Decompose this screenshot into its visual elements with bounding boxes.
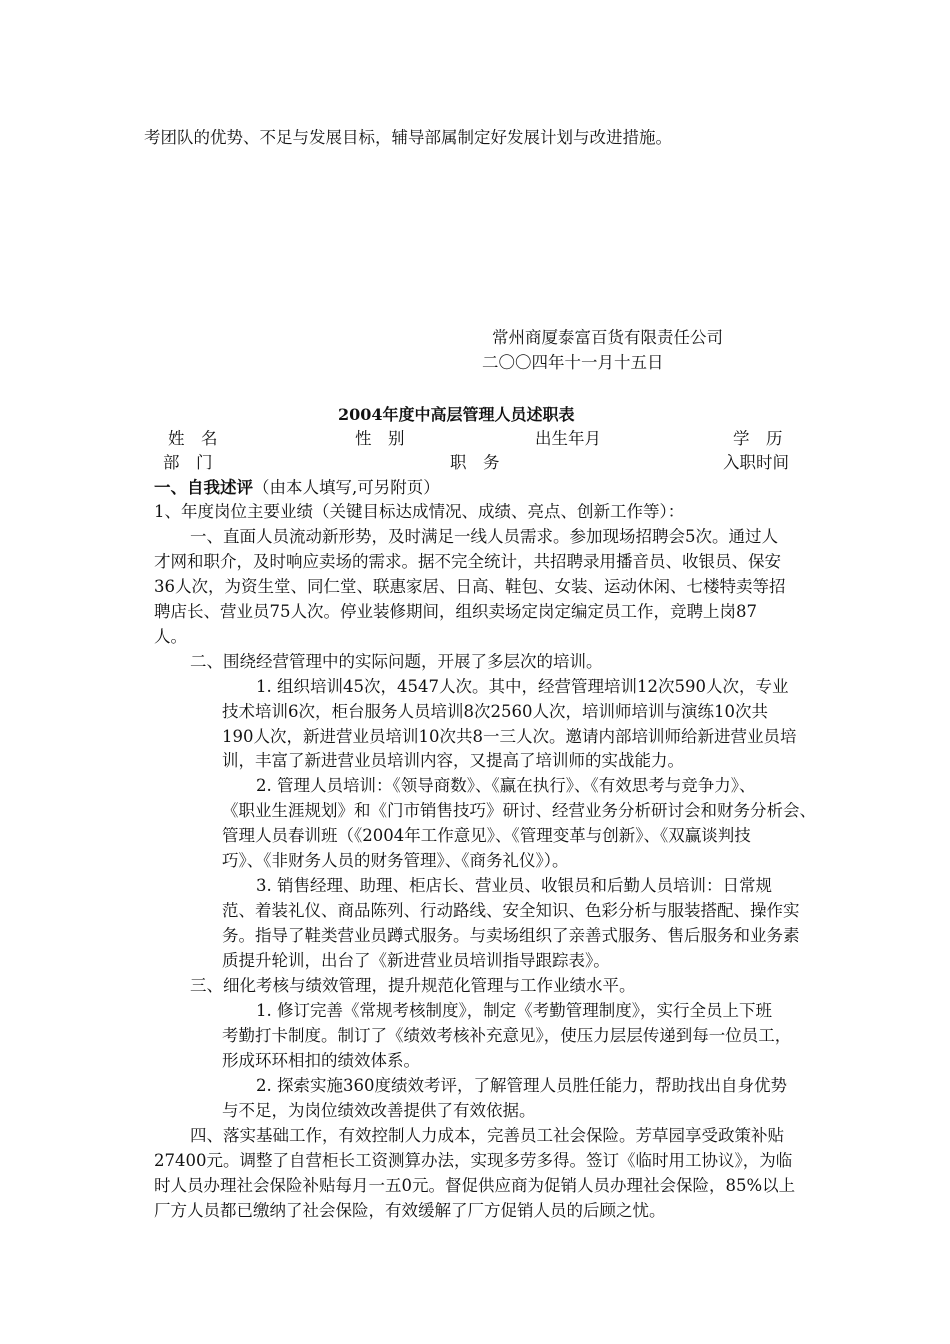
body-line: 190人次，新进营业员培训10次共8一三人次。邀请内部培训师给新进营业员培 — [222, 727, 797, 746]
document-date: 二〇〇四年十一月十五日 — [482, 353, 664, 372]
body-line: 三、细化考核与绩效管理，提升规范化管理与工作业绩水平。 — [190, 976, 636, 995]
company-name: 常州商厦泰富百货有限责任公司 — [492, 328, 723, 347]
body-line: 《职业生涯规划》和《门市销售技巧》研讨、经营业务分析研讨会和财务分析会、 — [222, 801, 816, 820]
body-line: 2. 管理人员培训：《领导商数》、《赢在执行》、《有效思考与竞争力》、 — [256, 776, 756, 795]
body-line: 3. 销售经理、助理、柜店长、营业员、收银员和后勤人员培训：日常规 — [256, 876, 772, 895]
body-line: 四、落实基础工作，有效控制人力成本，完善员工社会保险。芳草园享受政策补贴 — [190, 1126, 784, 1145]
field-label-gender: 性 别 — [355, 429, 405, 448]
form-title: 2004年度中高层管理人员述职表 — [338, 405, 575, 424]
body-line: 二、围绕经营管理中的实际问题，开展了多层次的培训。 — [190, 652, 603, 671]
body-line: 2. 探索实施360度绩效考评，了解管理人员胜任能力，帮助找出自身优势 — [256, 1076, 787, 1095]
field-label-name: 姓 名 — [168, 429, 218, 448]
body-line: 技术培训6次，柜台服务人员培训8次2560人次，培训师培训与演练10次共 — [222, 702, 768, 721]
field-label-birthdate: 出生年月 — [535, 429, 601, 448]
body-line: 36人次，为资生堂、同仁堂、联惠家居、日高、鞋包、女装、运动休闲、七楼特卖等招 — [154, 577, 786, 596]
field-label-position: 职 务 — [450, 453, 500, 472]
section-subheading: 1、年度岗位主要业绩（关键目标达成情况、成绩、亮点、创新工作等）： — [154, 502, 685, 521]
section-heading-title: 一、自我述评 — [154, 478, 253, 497]
body-line: 范、着装礼仪、商品陈列、行动路线、安全知识、色彩分析与服装搭配、操作实 — [222, 901, 800, 920]
body-line: 才网和职介，及时响应卖场的需求。据不完全统计，共招聘录用播音员、收银员、保安 — [154, 552, 781, 571]
section-heading — [154, 476, 440, 500]
section-heading-note: （由本人填写,可另附页） — [253, 478, 440, 497]
body-line: 质提升轮训，出台了《新进营业员培训指导跟踪表》。 — [222, 951, 610, 970]
body-line: 巧》、《非财务人员的财务管理》、《商务礼仪》）。 — [222, 851, 569, 870]
field-label-education: 学 历 — [733, 429, 783, 448]
body-line: 训，丰富了新进营业员培训内容，又提高了培训师的实战能力。 — [222, 751, 684, 770]
body-line: 时人员办理社会保险补贴每月一五0元。督促供应商为促销人员办理社会保险，85%以上 — [154, 1176, 796, 1195]
body-line: 1. 修订完善《常规考核制度》，制定《考勤管理制度》，实行全员上下班 — [256, 1001, 772, 1020]
body-line: 1. 组织培训45次，4547人次。其中，经营管理培训12次590人次，专业 — [256, 677, 789, 696]
intro-line: 考团队的优势、不足与发展目标，辅导部属制定好发展计划与改进措施。 — [144, 128, 672, 147]
body-line: 考勤打卡制度。制订了《绩效考核补充意见》，使压力层层传递到每一位员工， — [222, 1026, 792, 1045]
body-line: 人。 — [154, 627, 187, 646]
body-line: 27400元。调整了自营柜长工资测算办法，实现多劳多得。签订《临时用工协议》，为临 — [154, 1151, 793, 1170]
body-line: 务。指导了鞋类营业员蹲式服务。与卖场组织了亲善式服务、售后服务和业务素 — [222, 926, 800, 945]
field-label-hire-date: 入职时间 — [723, 453, 789, 472]
body-line: 一、直面人员流动新形势，及时满足一线人员需求。参加现场招聘会5次。通过人 — [190, 527, 778, 546]
body-line: 聘店长、营业员75人次。停业装修期间，组织卖场定岗定编定员工作，竞聘上岗87 — [154, 602, 757, 621]
body-line: 形成环环相扣的绩效体系。 — [222, 1051, 420, 1070]
body-line: 与不足，为岗位绩效改善提供了有效依据。 — [222, 1101, 536, 1120]
body-line: 厂方人员都已缴纳了社会保险，有效缓解了厂方促销人员的后顾之忧。 — [154, 1201, 666, 1220]
field-label-department: 部 门 — [163, 453, 213, 472]
body-line: 管理人员春训班（《2004年工作意见》、《管理变革与创新》、《双赢谈判技 — [222, 826, 751, 845]
